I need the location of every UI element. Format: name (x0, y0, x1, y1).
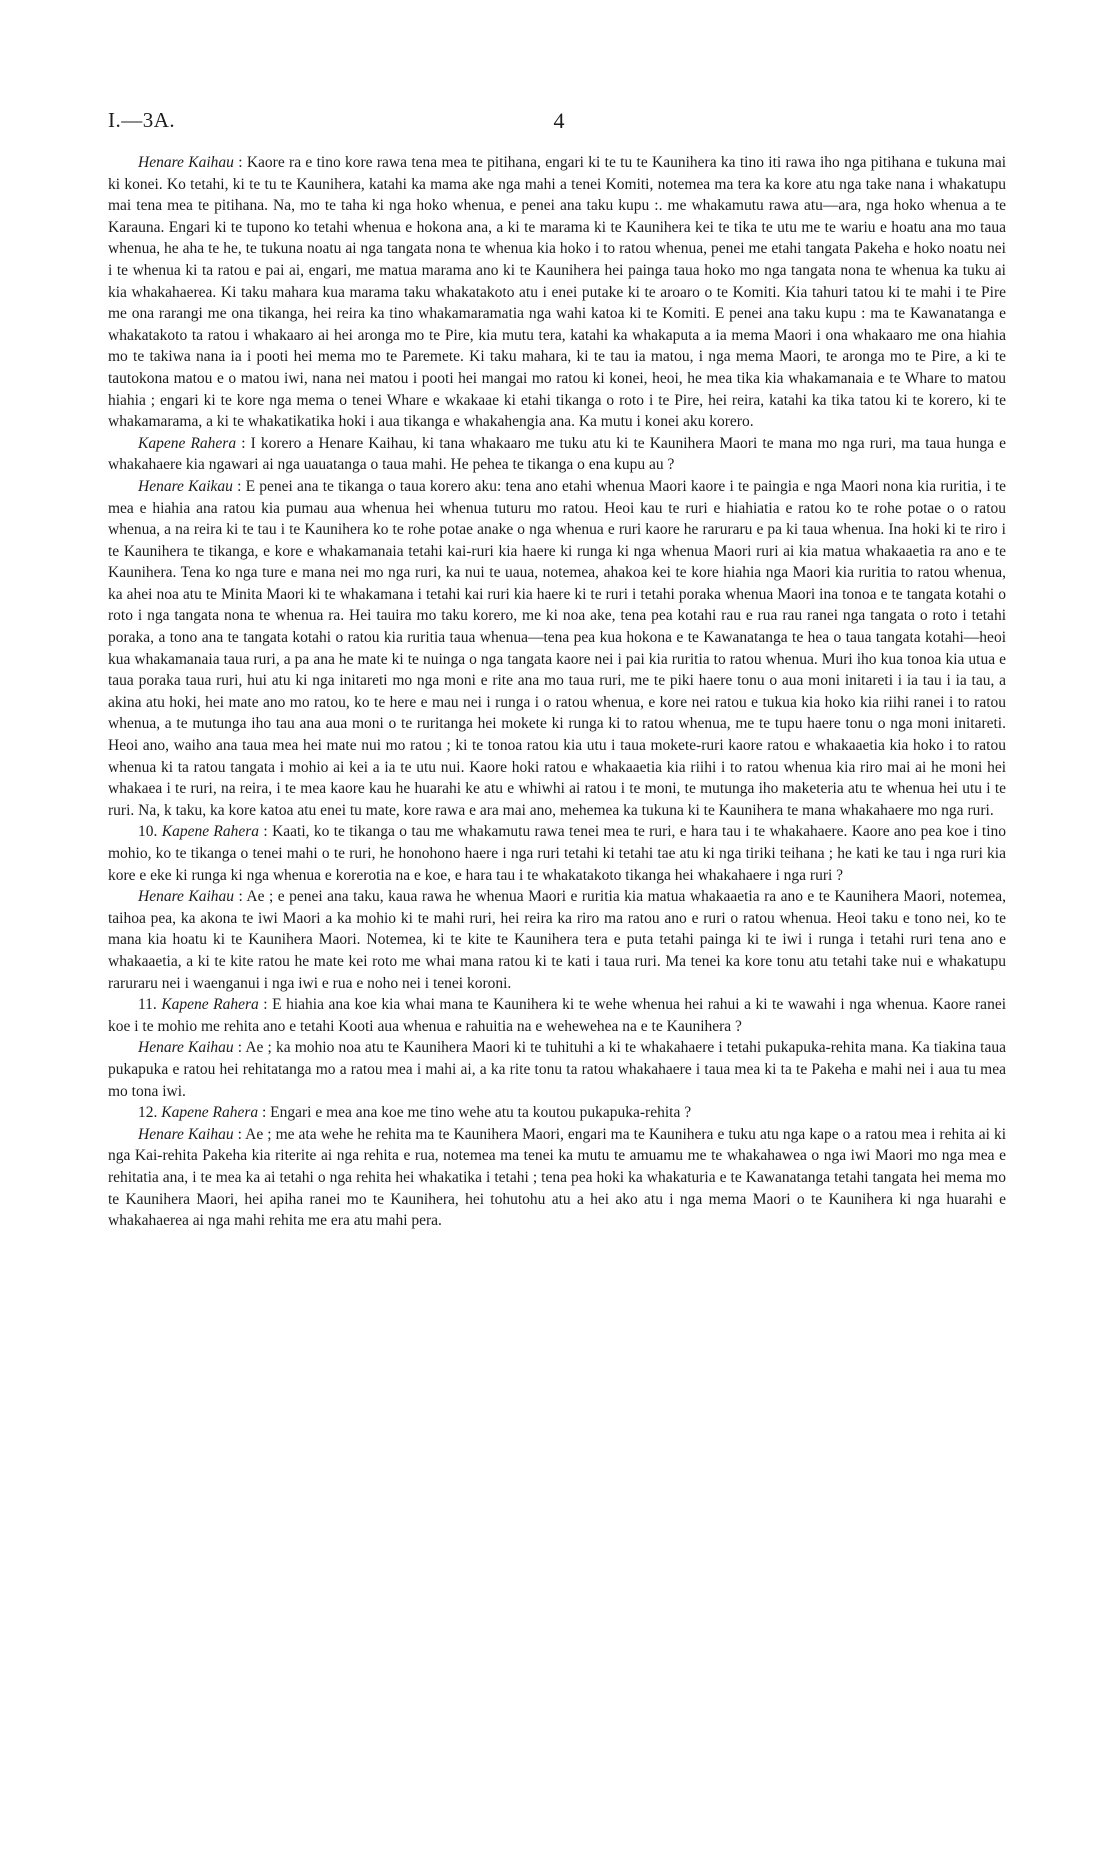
speaker-name: Kapene Rahera (161, 1104, 259, 1122)
paragraph-text: Kaati, ko te tikanga o tau me whakamutu rawa tenei mea te ruri, e hara tau i te whakahaere. Kaore ano pea koe i tino mohio, ko te tikanga o tenei mahi o te ruri, he honohono haere i nga ruri tetahi ki tetahi tae atu ki nga tiriki teihana ; he kati ke tau i nga ruri kia kore e eke ki runga ki nga whenua e korerotia na e koe, e hara tau i te whakatakoto tikanga hei whakahaere i nga ruri ? (108, 823, 1007, 884)
page-number: 4 (553, 108, 565, 133)
page-header (108, 108, 1010, 138)
paragraph-text: I korero a Henare Kaihau, ki tana whakaaro me tuku atu ki te Kaunihera Maori te mana mo nga ruri, ma taua hunga e whakahaere kia ngawari ai nga uauatanga o taua mahi. He pehea te tikanga o ena kupu au ? (108, 434, 1006, 474)
document-reference: I.—3A. (108, 108, 176, 132)
paragraph: Henare Kaihau : Kaore ra e tino kore rawa tena mea te pitihana, engari ki te tu te Kaunihera ka tino iti rawa iho nga pitihana e tukuna mai ki konei. Ko tetahi, ki te tu te Kaunihera, katahi ka mama ake nga mahi a tenei Komiti, notemea ma tera ka kore atu nga take nana i whakatupu mai tena mea te pitihana. Na, mo te taha ki nga hoko whenua, e penei ana taku kupu :. me whakamutu rawa atu—ara, nga hoko whenua a te Karauna. Engari ki te tupono ko tetahi whenua e hokona ana, a ki te marama ki te Kaunihera kei te tika te utu me te wariu e hoatu ana mo taua whenua, he aha te he, te tukuna noatu ai nga tangata nona te whenua kia hoko i to ratou whenua, penei me etahi tangata Pakeha e hoko noatu nei i te whenua ki ta ratou e pai ai, engari, me matua marama ano ki te Kaunihera hei painga taua hoko mo nga tangata nona te whenua ka tuku ai kia whakahaerea. Ki taku mahara kua marama taku whakatakoto atu i enei putake ki te aroaro o te Komiti. Kia tahuri tatou ki te mahi i te Pire me ona rarangi me ona tikanga, hei reira ka tino whakamaramatia nga wahi katoa ki te Komiti. E penei ana taku kupu : ma te Kawanatanga e whakatakoto ta ratou i whakaaro ai hei aronga mo te Pire, kia mutu tera, katahi ka whakaputa a ia mema Maori i ona whakaaro me ona hiahia mo te takiwa nana ia i pooti hei mema mo te Paremete. Ki taku mahara, ki te tau ia matou, i nga mema Maori, te aronga mo te Pire, a ki te tautokona matou e o matou iwi, nana nei matou i pooti hei mangai mo ratou ki konei, heoi, he mea tika kia whakamanaia e te Whare to matou hiahia ; engari ki te kore nga mema o tenei Whare e wkakaae ki etahi tikanga o roto i te Pire, hei reira, katahi ka tika tatou ki te korero, ki te whakamarama, a ki te whakatikatika hoki i aua tikanga e whakahengia ana. Ka mutu i konei aku korero. (108, 154, 1007, 431)
question-number: 11. (138, 996, 157, 1014)
paragraph: Henare Kaihau : Ae ; ka mohio noa atu te Kaunihera Maori ki te tuhituhi a ki te whakahaere i tetahi pukapuka-rehita mana. Ka tiakina taua pukapuka e ratou hei rehitatanga mo a ratou mea i mahi ai, a ka rite tonu ta ratou whakahaere i taua mea ki ta te Pakeha e mahi nei i aua tu mea mo tona iwi. (108, 1039, 1006, 1100)
document-body (108, 152, 1006, 1232)
paragraph: Henare Kaihau : Ae ; e penei ana taku, kaua rawa he whenua Maori e ruritia kia matua whakaaetia ra ano e te Kaunihera Maori, notemea, taihoa pea, ka akona te iwi Maori a ka mohio ki te mahi ruri, hei reira ka riro ma ratou ano e ruri o ratou whenua. Heoi taku e tono nei, ko te mana kia hoatu ki te Kaunihera Maori. Notemea, ki te kite te Kaunihera tera e puta tetahi painga ki te iwi i runga i tetahi ruri tena ano e whakaaetia, a ki te kite ratou he mate kei roto me whai mana ratou ki te kati i taua ruri. Ma tenei ka kore tonu atu tetahi take nui e whakatupu raruraru nei i waenganui i nga iwi e rua e noho nei i tenei koroni. (108, 888, 1007, 992)
paragraph: 10. Kapene Rahera : Kaati, ko te tikanga o tau me whakamutu rawa tenei mea te ruri, e hara tau i te whakahaere. Kaore ano pea koe i tino mohio, ko te tikanga o tenei mahi o te ruri, he honohono haere i nga ruri tetahi ki tetahi tae atu ki nga tiriki teihana ; he kati ke tau i nga ruri kia kore e eke ki runga ki nga whenua e korerotia na e koe, e hara tau i te whakatakoto tikanga hei whakahaere i nga ruri ? (108, 823, 1007, 884)
paragraph-text: E penei ana te tikanga o taua korero aku: tena ano etahi whenua Maori kaore i te paingia e nga Maori nona kia ruritia, i te mea e hiahia ana ratou kia pumau aua whenua hei whenua tuturu mo ratou. Heoi kau te ruri e hiahiatia e ratou ko te rohe potae o o ratou whenua, a na reira ki te tau i te Kaunihera ko te rohe potae anake o nga whenua e ruri kaore he raruraru e pa ki taua whenua. Ina hoki ki te riro i te Kaunihera te tikanga, e kore e whakamanaia tetahi kai-ruri kia haere ki runga ki nga whenua Maori ruri ai kia matua whakaaetia ra ano e te Kaunihera. Tena ko nga ture e mana nei mo nga ruri, ka nui te uaua, notemea, ahakoa kei te kore hiahia nga Maori kia ruritia to ratou whenua, ka ahei noa atu te Minita Maori ki te whakamana i tetahi kai ruri kia haere ki te ruri i tetahi poraka whenua Maori ina tonoa e te tangata kotahi o roto i nga tangata nona te whenua ra. Hei tauira mo taku korero, me ki noa ake, tena pea kotahi rau e rua rau ranei nga tangata o roto i tetahi poraka, a tono ana te tangata kotahi o ratou kia ruritia taua whenua—tena pea kua hokona e te Kawanatanga te hea o taua tangata kotahi—heoi kua whakamanaia taua ruri, a pa ana he mate ki te nuinga o nga tangata kaore nei i pai kia ruritia to ratou whenua. Muri iho kua tonoa kia utua e taua poraka taua ruri, hui atu ki nga initareti mo nga moni e rite ana mo taua ruri, me te piki haere tonu o aua moni initareti i ia tau i ia tau, a akina atu hoki, hei mate ano mo ratou, ko te here e mau nei i runga i o ratou whenua, e kore nei ratou e tukua kia hoko kia riihi ranei i to ratou whenua, a te mutunga iho tau ana aua moni o te ruritanga hei mokete ki runga ki to ratou whenua, me te tupu haere tonu o nga moni initareti. Heoi ano, waiho ana taua mea hei mate nui mo ratou ; ki te tonoa ratou kia utu i taua mokete-ruri kaore ratou e whakaaetia kia hoko i to ratou whenua ki ta ratou tangata i mohio ai kei a ia te utu nui. Kaore hoki ratou e whakaaetia kia riihi i to ratou whenua kia riro mai ai he moni hei whakaea i te ruri, na reira, i te mea kaore kau he huarahi ke atu e whiwhi ai ratou i te moni, te mutunga iho maketeria atu te whenua hei utu i te ruri. Na, k taku, ka kore katoa atu enei tu mate, kore rawa e ara mai ano, mehemea ka tukuna ki te Kaunihera te mana whakahaere mo nga ruri. (108, 477, 1007, 819)
paragraph-text: Kaore ra e tino kore rawa tena mea te pitihana, engari ki te tu te Kaunihera ka tino iti rawa iho nga pitihana e tukuna mai ki konei. Ko tetahi, ki te tu te Kaunihera, katahi ka mama ake nga mahi a tenei Komiti, notemea ma tera ka kore atu nga take nana i whakatupu mai tena mea te pitihana. Na, mo te taha ki nga hoko whenua, e penei ana taku kupu :. me whakamutu rawa atu—ara, nga hoko whenua a te Karauna. Engari ki te tupono ko tetahi whenua e hokona ana, a ki te marama ki te Kaunihera kei te tika te utu me te wariu e hoatu ana mo taua whenua, he aha te he, te tukuna noatu ai nga tangata nona te whenua kia hoko i to ratou whenua, penei me etahi tangata Pakeha e hoko noatu nei i te whenua ki ta ratou e pai ai, engari, me matua marama ano ki te Kaunihera hei painga taua hoko mo nga tangata nona te whenua ka tuku ai kia whakahaerea. Ki taku mahara kua marama taku whakatakoto atu i enei putake ki te aroaro o te Komiti. Kia tahuri tatou ki te mahi i te Pire me ona rarangi me ona tikanga, hei reira ka tino whakamaramatia nga wahi katoa ki te Komiti. E penei ana taku kupu : ma te Kawanatanga e whakatakoto ta ratou i whakaaro ai hei aronga mo te Pire, kia mutu tera, katahi ka whakaputa a ia mema Maori i ona whakaaro me ona hiahia mo te takiwa nana ia i pooti hei mema mo te Paremete. Ki taku mahara, ki te tau ia matou, i nga mema Maori, te aronga mo te Pire, a ki te tautokona matou e o matou iwi, nana nei matou i pooti hei mangai mo ratou ki konei, heoi, he mea tika kia whakamanaia e te Whare to matou hiahia ; engari ki te kore nga mema o tenei Whare e wkakaae ki etahi tikanga o roto i te Pire, hei reira, katahi ka tika tatou ki te korero, ki te whakamarama, a ki te whakatikatika hoki i aua tikanga e whakahengia ana. Ka mutu i konei aku korero. (108, 154, 1007, 431)
paragraph-text: Ae ; e penei ana taku, kaua rawa he whenua Maori e ruritia kia matua whakaaetia ra ano e te Kaunihera Maori, notemea, taihoa pea, ka akona te iwi Maori a ka mohio ki te mahi ruri, hei reira ka riro ma ratou ano e ruri o ratou whenua. Heoi taku e tono nei, ko te mana kia hoatu ki te Kaunihera Maori. Notemea, ki te kite te Kaunihera tera e puta tetahi painga ki te iwi i runga i tetahi ruri tena ano e whakaaetia, a ki te kite ratou he mate kei roto me whai mana ratou ki te kati i taua ruri. Ma tenei ka kore tonu atu tetahi take nui e whakatupu raruraru nei i waenganui i nga iwi e rua e noho nei i tenei koroni. (108, 888, 1007, 992)
paragraph: Henare Kaihau : Ae ; me ata wehe he rehita ma te Kaunihera Maori, engari ma te Kaunihera e tuku atu nga kape o a ratou mea i rehita ai ki nga Kai-rehita Pakeha kia riterite ai nga rehita e rua, notemea ma tenei ka mutu te amuamu me te whakahawea o nga iwi Maori mo nga mea e rehitatia ana, i te mea ka ai tetahi o nga rehita hei whakatika i tetahi ; tena pea hoki ka whakaturia e te Kawanatanga tetahi tangata hei mema mo te Kaunihera Maori, hei apiha ranei mo te Kaunihera, hei tohutohu atu a hei ako atu i nga mema Maori o te Kaunihera ki nga huarahi e whakahaerea ai nga mahi rehita me era atu mahi pera. (108, 1125, 1007, 1230)
paragraph-text: E hiahia ana koe kia whai mana te Kaunihera ki te wehe whenua hei rahui a ki te wawahi i nga whenua. Kaore ranei koe i te mohio me rehita ano e tetahi Kooti aua whenua e rahuitia na e wehewehea na e te Kaunihera ? (108, 996, 1007, 1035)
speaker-name: Henare Kaikau (138, 477, 233, 495)
speaker-name: Henare Kaihau (138, 1125, 234, 1143)
speaker-name: Kapene Rahera (161, 823, 260, 841)
paragraph: Henare Kaikau : E penei ana te tikanga o taua korero aku: tena ano etahi whenua Maori kaore i te paingia e nga Maori nona kia ruritia, i te mea e hiahia ana ratou kia pumau aua whenua hei whenua tuturu mo ratou. Heoi kau te ruri e hiahiatia e ratou ko te rohe potae o o ratou whenua, a na reira ki te tau i te Kaunihera ko te rohe potae anake o nga whenua e ruri kaore he raruraru e pa ki taua whenua. Ina hoki ki te riro i te Kaunihera te tikanga, e kore e whakamanaia tetahi kai-ruri kia haere ki runga ki nga whenua Maori ruri ai kia matua whakaaetia ra ano e te Kaunihera. Tena ko nga ture e mana nei mo nga ruri, ka nui te uaua, notemea, ahakoa kei te kore hiahia nga Maori kia ruritia to ratou whenua, ka ahei noa atu te Minita Maori ki te whakamana i tetahi kai ruri kia haere ki te ruri i tetahi poraka whenua Maori ina tonoa e te tangata kotahi o roto i nga tangata nona te whenua ra. Hei tauira mo taku korero, me ki noa ake, tena pea kotahi rau e rua rau ranei nga tangata o roto i tetahi poraka, a tono ana te tangata kotahi o ratou kia ruritia taua whenua—tena pea kua hokona e te Kawanatanga te hea o taua tangata kotahi—heoi kua whakamanaia taua ruri, a pa ana he mate ki te nuinga o nga tangata kaore nei i pai kia ruritia to ratou whenua. Muri iho kua tonoa kia utua e taua poraka taua ruri, hui atu ki nga initareti mo nga moni e rite ana mo taua ruri, me te piki haere tonu o aua moni initareti i ia tau i ia tau, a akina atu hoki, hei mate ano mo ratou, ko te here e mau nei i runga i o ratou whenua, e kore nei ratou e tukua kia hoko kia riihi ranei i to ratou whenua, a te mutunga iho tau ana aua moni o te ruritanga hei mokete ki runga ki to ratou whenua, me te tupu haere tonu o nga moni initareti. Heoi ano, waiho ana taua mea hei mate nui mo ratou ; ki te tonoa ratou kia utu i taua mokete-ruri kaore ratou e whakaaetia kia hoko i to ratou whenua ki ta ratou tangata i mohio ai kei a ia te utu nui. Kaore hoki ratou e whakaaetia kia riihi i to ratou whenua kia riro mai ai he moni hei whakaea i te ruri, na reira, i te mea kaore kau he huarahi ke atu e whiwhi ai ratou i te moni, te mutunga iho maketeria atu te whenua hei utu i te ruri. Na, k taku, ka kore katoa atu enei tu mate, kore rawa e ara mai ano, mehemea ka tukuna ki te Kaunihera te mana whakahaere mo nga ruri. (108, 477, 1007, 819)
question-number: 12. (138, 1104, 158, 1122)
paragraph: Kapene Rahera : I korero a Henare Kaihau, ki tana whakaaro me tuku atu ki te Kaunihera Maori te mana mo nga ruri, ma taua hunga e whakahaere kia ngawari ai nga uauatanga o taua mahi. He pehea te tikanga o ena kupu au ? (108, 434, 1006, 474)
speaker-name: Kapene Rahera (138, 434, 237, 452)
speaker-name: Henare Kaihau (138, 888, 235, 906)
speaker-name: Henare Kaihau (138, 1039, 234, 1057)
paragraph-text: Engari e mea ana koe me tino wehe atu ta koutou pukapuka-rehita ? (270, 1104, 692, 1122)
paragraph: 12. Kapene Rahera : Engari e mea ana koe me tino wehe atu ta koutou pukapuka-rehita ? (138, 1104, 692, 1122)
paragraph-text: Ae ; me ata wehe he rehita ma te Kaunihera Maori, engari ma te Kaunihera e tuku atu nga kape o a ratou mea i rehita ai ki nga Kai-rehita Pakeha kia riterite ai nga rehita e rua, notemea ma tenei ka mutu te amuamu me te whakahawea o nga iwi Maori mo nga mea e rehitatia ana, i te mea ka ai tetahi o nga rehita hei whakatika i tetahi ; tena pea hoki ka whakaturia e te Kawanatanga tetahi tangata hei mema mo te Kaunihera Maori, hei apiha ranei mo te Kaunihera, hei tohutohu atu a hei ako atu i nga mema Maori o te Kaunihera ki nga huarahi e whakahaerea ai nga mahi rehita me era atu mahi pera. (108, 1125, 1007, 1230)
speaker-name: Kapene Rahera (161, 996, 259, 1014)
question-number: 10. (138, 823, 158, 841)
paragraph: 11. Kapene Rahera : E hiahia ana koe kia whai mana te Kaunihera ki te wehe whenua hei rahui a ki te wawahi i nga whenua. Kaore ranei koe i te mohio me rehita ano e tetahi Kooti aua whenua e rahuitia na e wehewehea na e te Kaunihera ? (108, 996, 1007, 1035)
paragraph-text: Ae ; ka mohio noa atu te Kaunihera Maori ki te tuhituhi a ki te whakahaere i tetahi pukapuka-rehita mana. Ka tiakina taua pukapuka e ratou hei rehitatanga mo a ratou mea i mahi ai, a ka rite tonu ta ratou whakahaere i taua mea ki ta te Pakeha e mahi nei i aua tu mea mo tona iwi. (108, 1039, 1006, 1100)
speaker-name: Henare Kaihau (138, 154, 234, 171)
